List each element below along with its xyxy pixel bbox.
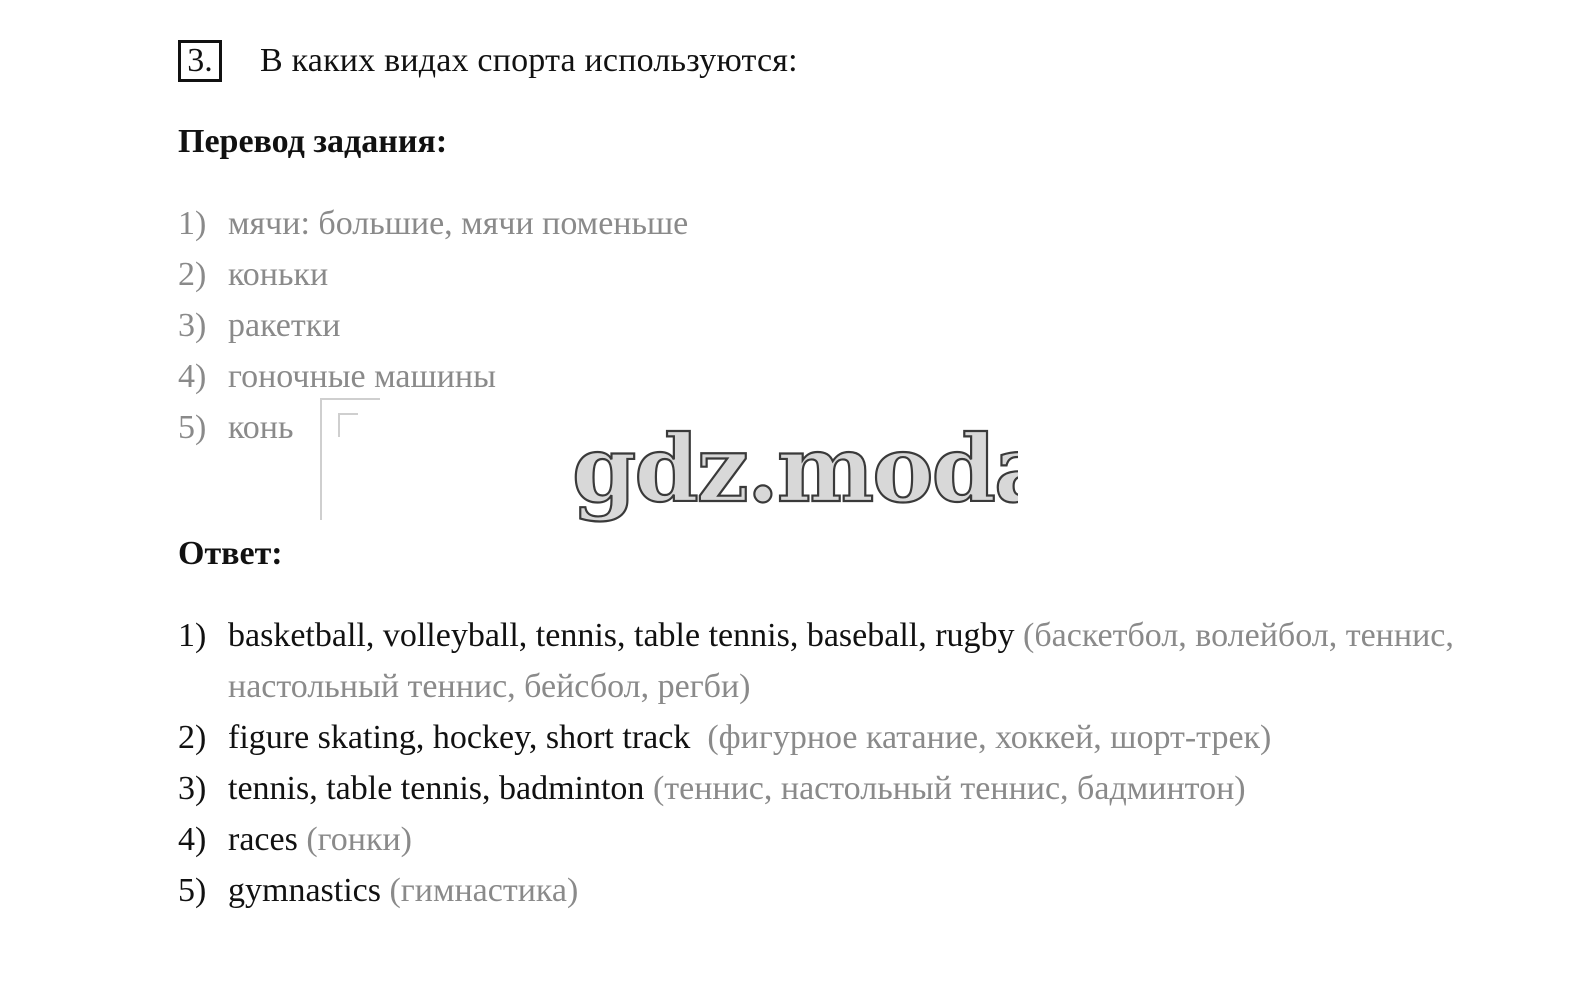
item-number: 4) (178, 821, 207, 858)
watermark-svg (568, 415, 1018, 525)
list-item (178, 610, 1478, 712)
item-text: мячи: большие, мячи поменьше (228, 205, 689, 242)
item-text (228, 865, 1478, 916)
answer-english: basketball, volleyball, tennis, table tennis, baseball, rugby (228, 617, 1015, 654)
item-number: 4) (178, 358, 207, 395)
answer-list (178, 610, 1478, 916)
item-number: 5) (178, 409, 207, 446)
list-item (178, 712, 1478, 763)
task-number-box: 3. (178, 40, 222, 82)
answer-english: figure skating, hockey, short track (228, 719, 691, 756)
item-number: 3) (178, 307, 207, 344)
item-number: 1) (178, 617, 207, 654)
answer-russian: (гимнастика) (389, 872, 579, 909)
answer-english: gymnastics (228, 872, 381, 909)
item-text (228, 814, 1478, 865)
answer-russian: (баскетбол, волейбол, теннис, настольный теннис, бейсбол, регби) (228, 617, 1454, 705)
list-item (178, 198, 688, 249)
answer-russian: (фигурное катание, хоккей, шорт-трек) (707, 719, 1272, 756)
answer-russian: (теннис, настольный теннис, бадминтон) (652, 770, 1246, 807)
item-text (228, 763, 1478, 814)
watermark-logo (568, 415, 1018, 525)
watermark-text: gdz.moda (572, 415, 1018, 523)
list-item (178, 814, 1478, 865)
task-header (178, 40, 798, 82)
item-number: 5) (178, 872, 207, 909)
answer-russian: (гонки) (306, 821, 412, 858)
item-text (228, 610, 1478, 712)
item-text: конь (228, 409, 294, 446)
item-number: 1) (178, 205, 207, 242)
answer-english: tennis, table tennis, badminton (228, 770, 645, 807)
item-text (228, 712, 1478, 763)
answer-english: races (228, 821, 298, 858)
list-item (178, 300, 688, 351)
task-question: В каких видах спорта используются: (260, 42, 798, 79)
list-item (178, 763, 1478, 814)
watermark-frame-inner (338, 413, 358, 437)
item-text: коньки (228, 256, 329, 293)
answer-heading: Ответ: (178, 535, 283, 572)
translation-heading: Перевод задания: (178, 123, 448, 160)
list-item (178, 865, 1478, 916)
list-item (178, 249, 688, 300)
item-number: 2) (178, 256, 207, 293)
item-text: ракетки (228, 307, 341, 344)
item-number: 2) (178, 719, 207, 756)
item-text: гоночные машины (228, 358, 496, 395)
list-item (178, 351, 688, 402)
item-number: 3) (178, 770, 207, 807)
